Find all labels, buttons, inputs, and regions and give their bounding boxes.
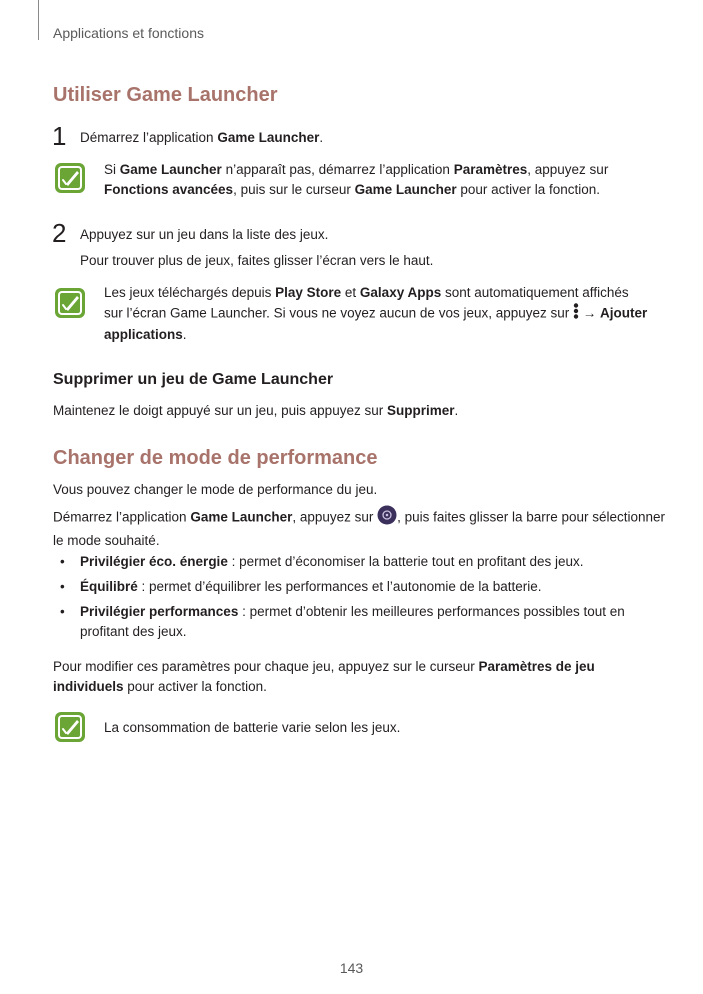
header-divider	[38, 0, 39, 40]
heading-supprimer-jeu: Supprimer un jeu de Game Launcher	[53, 371, 334, 388]
bullet-marker: •	[60, 554, 65, 569]
note-pencil-icon	[55, 712, 85, 742]
settings-paragraph: Pour modifier ces paramètres pour chaque jeu, appuyez sur le curseur Paramètres de jeu individuels pour activer la fonction.	[53, 659, 595, 694]
heading-changer-mode-performance: Changer de mode de performance	[53, 447, 378, 469]
section-header: Applications et fonctions	[53, 25, 204, 41]
game-performance-icon	[377, 505, 397, 531]
step-2-text: Appuyez sur un jeu dans la liste des jeux.	[80, 227, 329, 242]
heading-utiliser-game-launcher: Utiliser Game Launcher	[53, 84, 278, 106]
step-1-text: Démarrez l’application Game Launcher.	[80, 130, 324, 145]
bullet-marker: •	[60, 579, 65, 594]
step-2-number: 2	[52, 218, 67, 248]
supprimer-text: Maintenez le doigt appuyé sur un jeu, puis appuyez sur Supprimer.	[53, 403, 459, 418]
page-number: 143	[339, 960, 364, 976]
note-1: Si Game Launcher n’apparaît pas, démarrez l’application Paramètres, appuyez sur Fonctions avancées, puis sur le curseur Game Launcher pour activer la fonction.	[104, 162, 609, 197]
note-pencil-icon	[55, 163, 85, 193]
bullet-marker: •	[60, 604, 65, 619]
bullet-equilibre: Équilibré : permet d’équilibrer les performances et l’autonomie de la batterie.	[80, 579, 542, 594]
note-2: Les jeux téléchargés depuis Play Store et Galaxy Apps sont automatiquement affichés sur l’écran Game Launcher. Si vous ne voyez aucun de vos jeux, appuyez sur → Ajouter applications.	[104, 285, 648, 342]
bullet-performances: Privilégier performances : permet d’obtenir les meilleures performances possibles tout en profitant des jeux.	[80, 604, 625, 639]
step-1-number: 1	[52, 121, 67, 151]
bullet-eco-energie: Privilégier éco. énergie : permet d’économiser la batterie tout en profitant des jeux.	[80, 554, 584, 569]
performance-intro: Vous pouvez changer le mode de performance du jeu.	[53, 482, 378, 497]
performance-instructions: Démarrez l’application Game Launcher, appuyez sur , puis faites glisser la barre pour sélectionner le mode souhaité.	[53, 505, 673, 551]
note-pencil-icon	[55, 288, 85, 318]
step-2-subtext: Pour trouver plus de jeux, faites glisser l’écran vers le haut.	[80, 253, 434, 268]
note-3: La consommation de batterie varie selon les jeux.	[104, 720, 401, 735]
